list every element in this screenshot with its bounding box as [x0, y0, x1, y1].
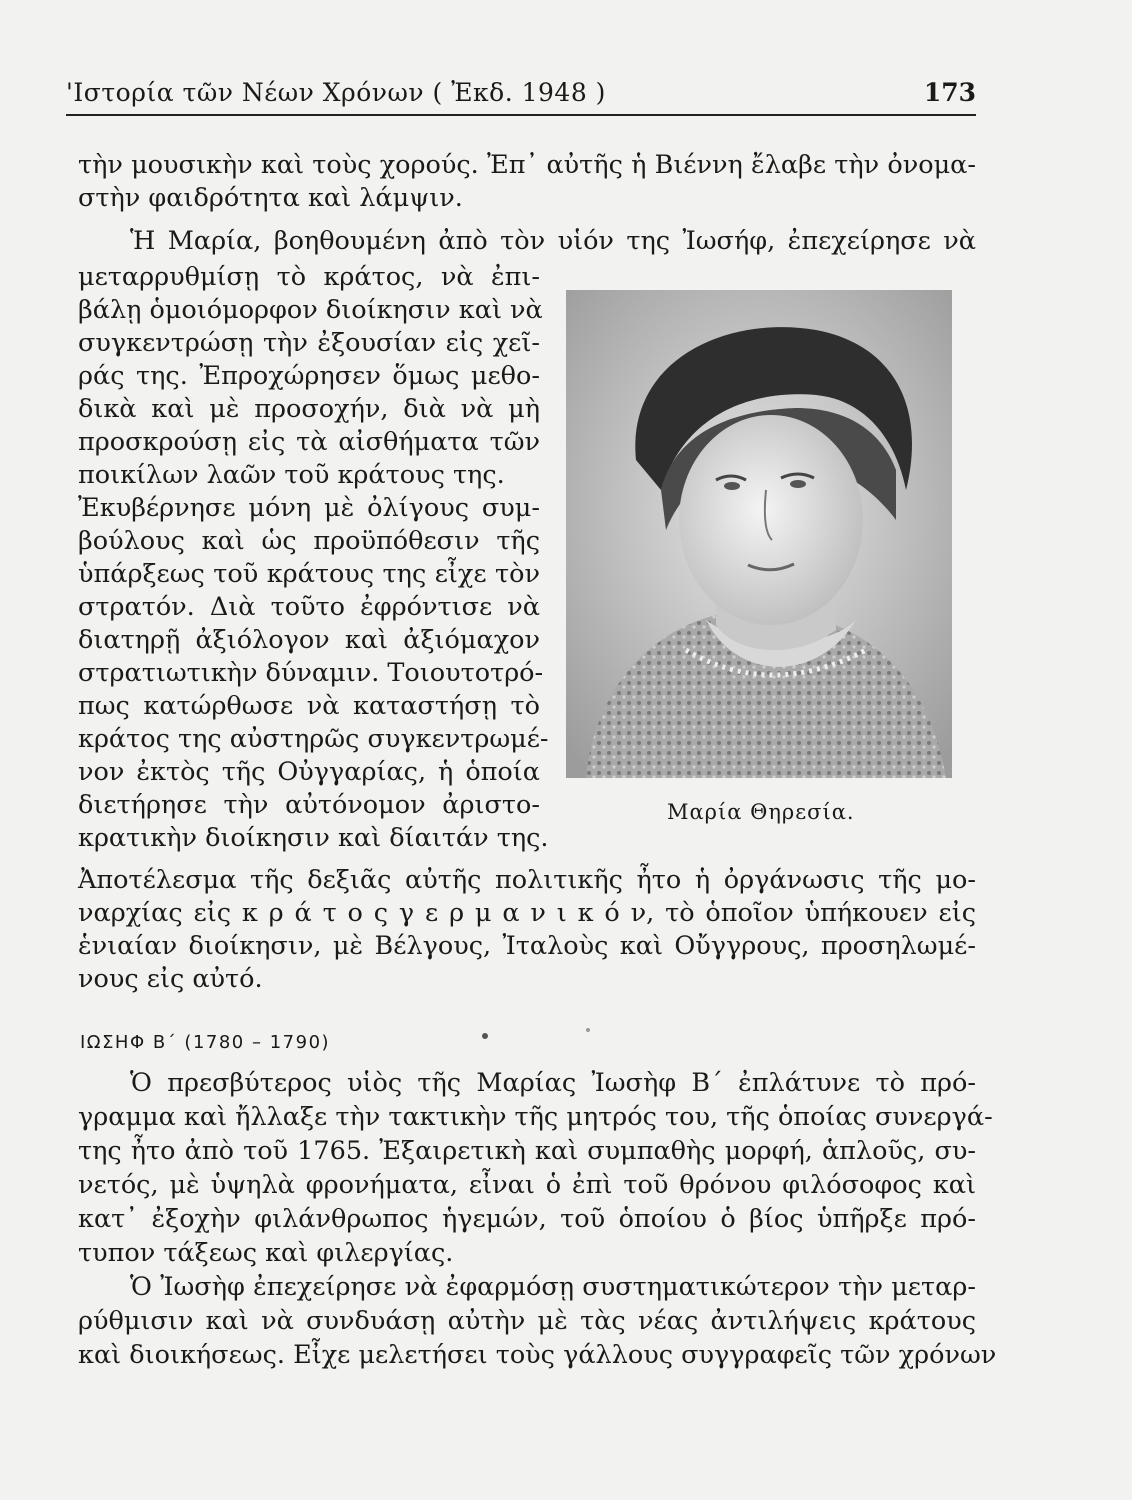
text-line: Ὁ Ἰωσὴφ ἐπεχείρησε νὰ ἐφαρμόσῃ συστηματικώτερον τὴν μεταρ- [130, 1272, 976, 1302]
text-line: νους εἰς αὐτό. [78, 964, 263, 994]
text-line: πως κατώρθωσε νὰ καταστήσῃ τὸ [78, 691, 540, 721]
section-heading: ΙΩΣΗΦ Β΄ (1780 – 1790) [80, 1032, 331, 1053]
text-line: νετός, μὲ ὑψηλὰ φρονήματα, εἶναι ὁ ἐπὶ τοῦ θρόνου φιλόσοφος καὶ [78, 1170, 976, 1200]
text-line: μεταρρυθμίσῃ τὸ κράτος, νὰ ἐπι- [78, 262, 540, 292]
running-title: 'Ιστορία τῶν Νέων Χρόνων ( Ἐκδ. 1948 ) [66, 78, 606, 107]
text-line: προσκρούσῃ εἰς τὰ αἰσθήματα τῶν [78, 427, 540, 457]
text-line: ὑπάρξεως τοῦ κράτους της εἶχε τὸν [78, 559, 540, 589]
page-number: 173 [923, 78, 976, 107]
portrait-image [566, 290, 952, 778]
text-line: Ἐκυβέρνησε μόνη μὲ ὀλίγους συμ- [78, 493, 540, 523]
print-speck [482, 1033, 488, 1039]
text-line: ρύθμισιν καὶ νὰ συνδυάσῃ αὐτὴν μὲ τὰς νέας ἀντιλήψεις κράτους [78, 1306, 976, 1336]
text-line: βούλους καὶ ὡς προϋπόθεσιν τῆς [78, 526, 540, 556]
text-line: βάλῃ ὁμοιόμορφον διοίκησιν καὶ νὰ [78, 295, 543, 325]
text-line: ράς της. Ἐπροχώρησεν ὅμως μεθο- [78, 361, 540, 391]
text-line: τυπον τάξεως καὶ φιλεργίας. [78, 1238, 454, 1268]
text-line: Ὁ πρεσβύτερος υἱὸς τῆς Μαρίας Ἰωσὴφ Β΄ ἐπλάτυνε τὸ πρό- [130, 1068, 976, 1098]
portrait-engraving [566, 290, 952, 778]
text-line: γραμμα καὶ ἤλλαξε τὴν τακτικὴν τῆς μητρός του, τῆς ὁποίας συνεργά- [78, 1102, 993, 1132]
text-line: κράτος της αὐστηρῶς συγκεντρωμέ- [78, 724, 549, 754]
text-line: κρατικὴν διοίκησιν καὶ δίαιτάν της. [78, 823, 549, 853]
print-speck [586, 1028, 590, 1032]
text-line: καὶ διοικήσεως. Εἶχε μελετήσει τοὺς γάλλους συγγραφεῖς τῶν χρόνων [78, 1340, 997, 1370]
text-line: ποικίλων λαῶν τοῦ κράτους της. [78, 460, 505, 490]
running-header [66, 78, 976, 116]
text-line: της ἦτο ἀπὸ τοῦ 1765. Ἐξαιρετικὴ καὶ συμπαθὴς μορφή, ἁπλοῦς, συ- [78, 1136, 976, 1166]
text-line: διετήρησε τὴν αὐτόνομον ἀριστο- [78, 790, 540, 820]
text-line: Ἡ Μαρία, βοηθουμένη ἀπὸ τὸν υἱόν της Ἰωσήφ, ἐπεχείρησε νὰ [130, 226, 976, 256]
text-line: τὴν μουσικὴν καὶ τοὺς χορούς. Ἐπ᾿ αὐτῆς ἡ Βιέννη ἔλαβε τὴν ὀνομα- [78, 150, 976, 180]
text-line: συγκεντρώσῃ τὴν ἐξουσίαν εἰς χεῖ- [78, 328, 540, 358]
text-line: νον ἐκτὸς τῆς Οὐγγαρίας, ἡ ὁποία [78, 757, 540, 787]
text-line: δικὰ καὶ μὲ προσοχήν, διὰ νὰ μὴ [78, 394, 540, 424]
figure-caption: Μαρία Θηρεσία. [667, 800, 855, 824]
text-line: ἑνιαίαν διοίκησιν, μὲ Βέλγους, Ἰταλοὺς καὶ Οὔγγρους, προσηλωμέ- [78, 931, 976, 961]
text-line: Ἀποτέλεσμα τῆς δεξιᾶς αὐτῆς πολιτικῆς ἦτο ἡ ὀργάνωσις τῆς μο- [78, 865, 976, 895]
text-line: στὴν φαιδρότητα καὶ λάμψιν. [78, 183, 463, 213]
text-line: στρατόν. Διὰ τοῦτο ἐφρόντισε νὰ [78, 592, 540, 622]
text-line: ναρχίας εἰς κ ρ ά τ ο ς γ ε ρ μ α ν ι κ ό ν, τὸ ὁποῖον ὑπήκουεν εἰς [78, 898, 976, 928]
text-line: διατηρῇ ἀξιόλογον καὶ ἀξιόμαχον [78, 625, 540, 655]
text-line: στρατιωτικὴν δύναμιν. Τοιουτοτρό- [78, 658, 544, 688]
text-line: κατ᾿ ἐξοχὴν φιλάνθρωπος ἡγεμών, τοῦ ὁποίου ὁ βίος ὑπῆρξε πρό- [78, 1204, 976, 1234]
